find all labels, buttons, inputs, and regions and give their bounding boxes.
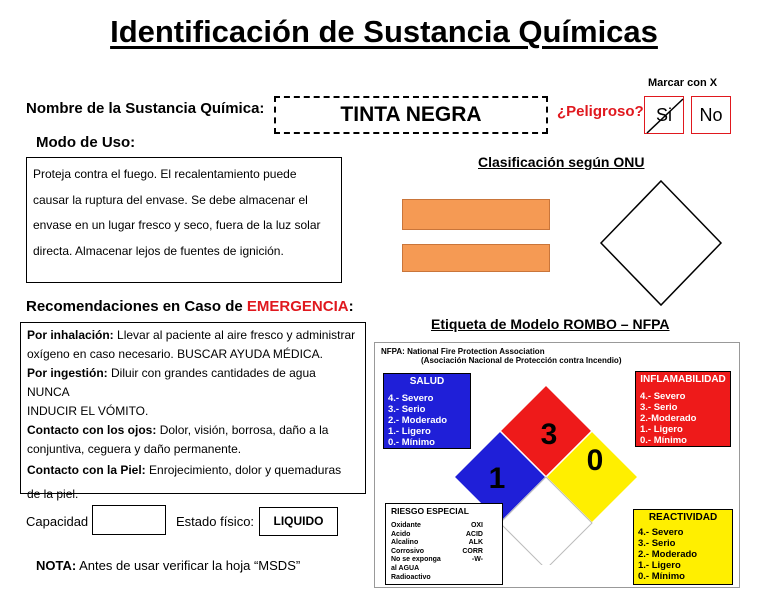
physical-state-field[interactable]: LIQUIDO (259, 507, 338, 536)
flammability-level: 3.- Serio (640, 402, 678, 413)
note-label: NOTA: (36, 558, 77, 573)
reactivity-legend-title: REACTIVIDAD (648, 512, 718, 523)
dangerous-question: ¿Peligroso? (557, 103, 644, 120)
eyes-line-1 (27, 421, 359, 440)
flammability-legend-title: INFLAMABILIDAD (640, 374, 726, 385)
note-text: Antes de usar verificar la hoja “MSDS” (79, 558, 301, 573)
special-risk-row (391, 556, 497, 565)
special-risk-row (391, 565, 497, 574)
special-risk-code: -W- (471, 556, 483, 564)
usage-line: envase en un lugar fresco y seco, fuera de la luz solar (33, 218, 321, 232)
health-value: 1 (488, 462, 506, 495)
emergency-label-prefix: Recomendaciones en Caso de (26, 298, 247, 315)
yes-label: Si (655, 105, 672, 125)
special-risk-name: Corrosivo (391, 547, 425, 555)
special-risk-code: OXI (470, 522, 483, 529)
skin-label: Contacto con la Piel: (27, 463, 146, 477)
cross-mark-icon (645, 97, 685, 135)
ingestion-text: Diluir con grandes cantidades de agua NUNCA (27, 366, 316, 399)
special-risk-code: ACID (465, 530, 483, 538)
emergency-label-suffix: : (348, 298, 354, 315)
reactivity-legend (633, 509, 733, 585)
health-level: 0.- Mínimo (388, 437, 435, 448)
special-risk-name: al AGUA (391, 564, 420, 572)
no-label: No (699, 105, 723, 125)
reactivity-level: 4.- Severo (638, 527, 684, 538)
capacity-field[interactable] (92, 505, 166, 535)
physical-state-label: Estado físico: (176, 514, 255, 529)
usage-line: directa. Almacenar lejos de fuentes de ignición. (33, 243, 284, 258)
ingestion-label: Por ingestión: (27, 366, 108, 380)
health-legend-title: SALUD (409, 376, 445, 387)
special-risk-legend (385, 503, 503, 585)
special-risk-name: Oxidante (391, 522, 421, 529)
nfpa-label-panel (374, 342, 740, 588)
skin-text: Enrojecimiento, dolor y quemaduras (149, 463, 342, 477)
flammability-level: 0.- Mínimo (640, 435, 687, 446)
special-risk-name: Acido (391, 530, 411, 538)
nfpa-header-line2: (Asociación Nacional de Protección contra Incendio) (421, 356, 622, 365)
reactivity-value: 0 (586, 444, 604, 477)
health-level: 3.- Serio (388, 404, 426, 415)
dangerous-yes-checkbox[interactable] (644, 96, 684, 134)
special-risk-title: RIESGO ESPECIAL (391, 506, 469, 516)
special-risk-row (391, 531, 497, 540)
usage-box (26, 157, 342, 283)
eyes-text: Dolor, visión, borrosa, daño a la (159, 423, 329, 437)
flammability-value: 3 (540, 418, 558, 451)
health-level: 1.- Ligero (388, 426, 431, 437)
inhalation-line-1 (27, 326, 359, 345)
skin-line-1 (27, 461, 359, 480)
substance-name-label: Nombre de la Sustancia Química: (26, 100, 265, 117)
nfpa-header-line1: NFPA: National Fire Protection Association (381, 347, 545, 356)
ingestion-line-2: INDUCIR EL VÓMITO. (27, 404, 149, 418)
emergency-box (20, 322, 366, 501)
eyes-label: Contacto con los ojos: (27, 423, 157, 437)
skin-line-2: de la piel. (27, 487, 79, 501)
note (36, 558, 300, 573)
reactivity-level: 3.- Serio (638, 538, 676, 549)
special-risk-row (391, 522, 497, 531)
flammability-level: 2.-Moderado (640, 413, 697, 424)
inhalation-line-2: oxígeno en caso necesario. BUSCAR AYUDA MÉDICA. (27, 347, 323, 361)
usage-label: Modo de Uso: (36, 134, 136, 151)
health-level: 2.- Moderado (388, 415, 448, 426)
special-risk-code: ALK (468, 539, 483, 547)
inhalation-text: Llevar al paciente al aire fresco y administrar (117, 328, 356, 342)
flammability-legend (635, 371, 731, 447)
mark-instruction: Marcar con X (648, 77, 718, 89)
reactivity-level: 1.- Ligero (638, 560, 681, 571)
dangerous-no-checkbox[interactable] (691, 96, 731, 134)
nfpa-heading: Etiqueta de Modelo ROMBO – NFPA (431, 316, 670, 332)
special-risk-row (391, 539, 497, 548)
reactivity-level: 2.- Moderado (638, 549, 698, 560)
special-risk-row (391, 574, 497, 583)
emergency-label (26, 298, 354, 315)
special-risk-name: No se exponga (391, 556, 441, 564)
un-diamond-icon (598, 178, 724, 308)
usage-line: Proteja contra el fuego. El recalentamiento puede (33, 167, 297, 181)
un-panel-bottom (402, 244, 550, 272)
special-risk-name: Radioactivo (391, 573, 431, 581)
page-title: Identificación de Sustancia Químicas (110, 14, 658, 49)
reactivity-level: 0.- Mínimo (638, 571, 685, 582)
usage-line: causar la ruptura del envase. Se debe almacenar el (33, 192, 308, 207)
special-risk-row (391, 548, 497, 557)
inhalation-label: Por inhalación: (27, 328, 114, 342)
eyes-line-2: conjuntiva, ceguera y daño permanente. (27, 442, 242, 456)
special-risk-name: Alcalino (391, 539, 419, 547)
substance-name-field[interactable]: TINTA NEGRA (274, 96, 548, 134)
un-panel-top (402, 199, 550, 230)
ingestion-line-1 (27, 364, 359, 402)
flammability-level: 1.- Ligero (640, 424, 683, 435)
un-classification-label: Clasificación según ONU (478, 154, 645, 170)
capacity-label: Capacidad (26, 514, 89, 529)
health-level: 4.- Severo (388, 393, 434, 404)
emergency-label-highlight: EMERGENCIA (246, 298, 349, 315)
special-risk-code: CORR (462, 547, 483, 555)
flammability-level: 4.- Severo (640, 391, 686, 402)
